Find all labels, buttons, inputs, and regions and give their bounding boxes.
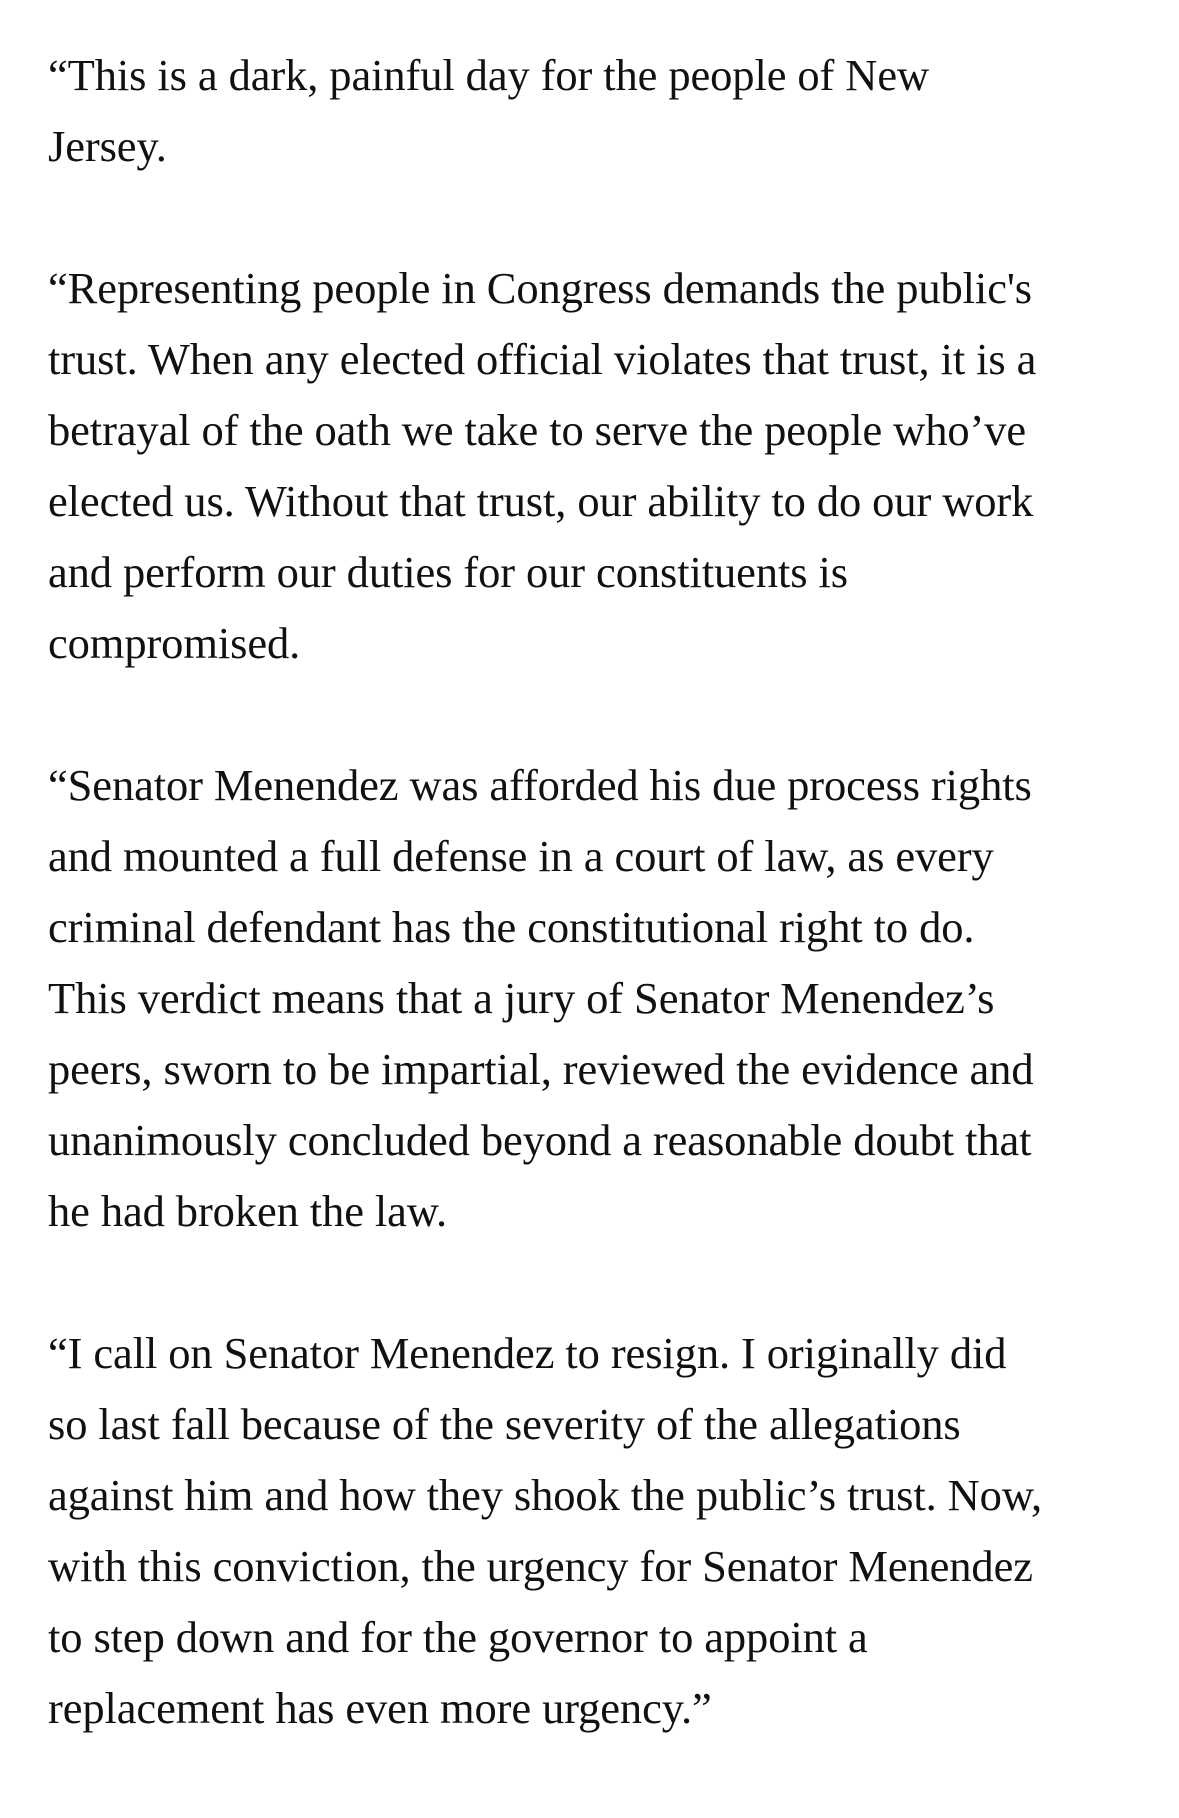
text-line: “Representing people in Congress demands the public's	[48, 263, 1032, 313]
text-line: “Senator Menendez was afforded his due process rights	[48, 760, 1032, 810]
text-line: This verdict means that a jury of Senator Menendez’s	[48, 973, 995, 1023]
text-line: compromised.	[48, 618, 301, 668]
paragraph-2	[48, 253, 1148, 679]
text-line: criminal defendant has the constitutional right to do.	[48, 902, 975, 952]
text-line: unanimously concluded beyond a reasonable doubt that	[48, 1115, 1032, 1165]
paragraph-4	[48, 1318, 1148, 1744]
statement-text	[48, 40, 1148, 1744]
text-line: and mounted a full defense in a court of law, as every	[48, 831, 994, 881]
text-line: against him and how they shook the public’s trust. Now,	[48, 1470, 1042, 1520]
text-line: so last fall because of the severity of the allegations	[48, 1399, 961, 1449]
text-line: elected us. Without that trust, our ability to do our work	[48, 476, 1034, 526]
paragraph-1	[48, 40, 1148, 182]
text-line: trust. When any elected official violates that trust, it is a	[48, 334, 1037, 384]
text-line: he had broken the law.	[48, 1186, 447, 1236]
text-line: betrayal of the oath we take to serve the people who’ve	[48, 405, 1027, 455]
text-line: Jersey.	[48, 121, 167, 171]
text-line: to step down and for the governor to appoint a	[48, 1612, 868, 1662]
text-line: with this conviction, the urgency for Senator Menendez	[48, 1541, 1033, 1591]
text-line: “This is a dark, painful day for the people of New	[48, 50, 930, 100]
text-line: peers, sworn to be impartial, reviewed the evidence and	[48, 1044, 1034, 1094]
text-line: and perform our duties for our constituents is	[48, 547, 848, 597]
paragraph-3	[48, 750, 1148, 1247]
text-line: “I call on Senator Menendez to resign. I originally did	[48, 1328, 1007, 1378]
text-line: replacement has even more urgency.”	[48, 1683, 712, 1733]
